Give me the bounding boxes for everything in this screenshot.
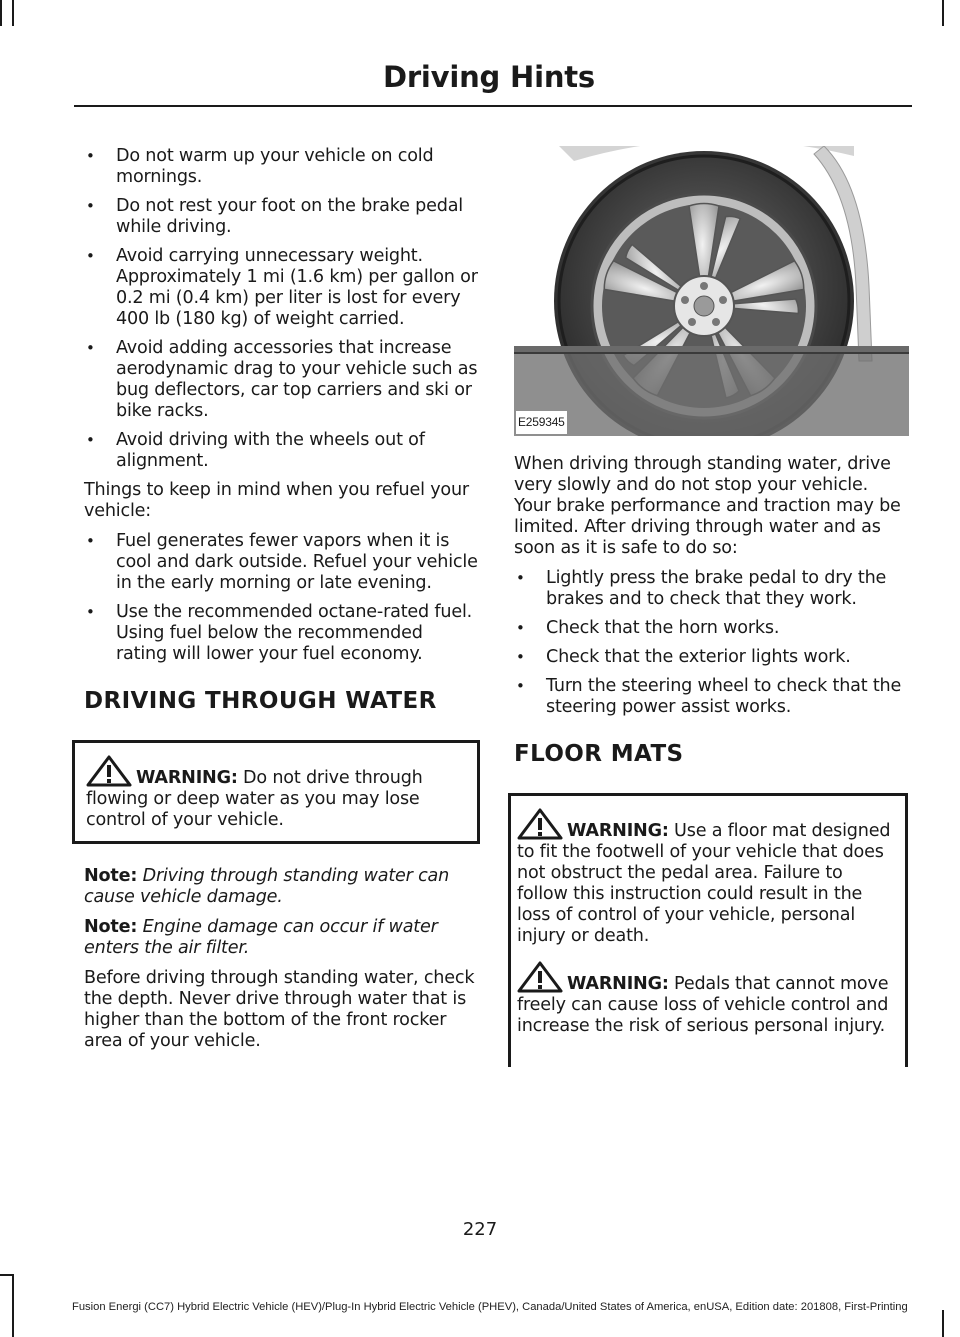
water-driving-paragraph: When driving through standing water, drive very slowly and do not stop your vehicle. Your brake performance and traction may be limited. After driving through water and as soon as it is safe to do so: <box>514 454 901 558</box>
warning-body: Use a floor mat designed to fit the footwell of your vehicle that does not obstruct the pedal area. Failure to follow this instruction could result in the loss of control of your vehicle, personal injury or death. <box>517 821 891 946</box>
refuel-tips-list <box>84 531 478 665</box>
header-rule <box>74 105 912 107</box>
crop-mark <box>942 1310 944 1337</box>
warning-label: WARNING: <box>567 974 669 994</box>
list-item: • Check that the exterior lights work. <box>514 647 909 668</box>
warning-text <box>86 755 469 831</box>
warning-body: Do not drive through flowing or deep water as you may lose control of your vehicle. <box>86 768 423 830</box>
left-column <box>84 146 478 1061</box>
list-item: • Lightly press the brake pedal to dry the brakes and to check that they work. <box>514 568 909 610</box>
footer-publication-info: Fusion Energi (CC7) Hybrid Electric Vehicle (HEV)/Plug-In Hybrid Electric Vehicle (PHEV), Canada/United States of America, enUSA, Edition date: 201808, First-Printing <box>72 1301 908 1313</box>
section-heading-driving-through-water: DRIVING THROUGH WATER <box>84 688 437 714</box>
crop-mark <box>0 0 2 26</box>
warning-text <box>517 961 897 1037</box>
warning-label: WARNING: <box>136 768 238 788</box>
list-item: • Check that the horn works. <box>514 618 909 639</box>
right-column <box>514 146 909 1067</box>
list-item: • Avoid carrying unnecessary weight. Approximately 1 mi (1.6 km) per gallon or 0.2 mi (0.4 km) per liter is lost for every 400 lb (180 kg) of weight carried. <box>84 246 478 330</box>
fuel-economy-tips-list <box>84 146 478 472</box>
section-heading-floor-mats: FLOOR MATS <box>514 741 684 767</box>
note-text: Engine damage can occur if water enters the air filter. <box>84 917 438 958</box>
crop-mark <box>12 0 14 26</box>
warning-triangle-icon <box>517 961 563 993</box>
list-item: • Avoid adding accessories that increase aerodynamic drag to your vehicle such as bug deflectors, car top carriers and ski or bike racks. <box>84 338 478 422</box>
crop-mark <box>12 1276 14 1337</box>
page-title: Driving Hints <box>382 60 595 94</box>
list-item: • Do not warm up your vehicle on cold mornings. <box>84 146 478 188</box>
note <box>84 866 478 908</box>
warning-body: Pedals that cannot move freely can cause loss of vehicle control and increase the risk of serious personal injury. <box>517 974 889 1036</box>
list-item: • Avoid driving with the wheels out of alignment. <box>84 430 478 472</box>
list-item: • Use the recommended octane-rated fuel. Using fuel below the recommended rating will lower your fuel economy. <box>84 602 478 665</box>
note <box>84 917 478 959</box>
note-label: Note: <box>84 917 138 937</box>
refuel-intro: Things to keep in mind when you refuel your vehicle: <box>84 480 469 521</box>
warning-box <box>508 793 908 1067</box>
warning-triangle-icon <box>86 755 132 787</box>
warning-label: WARNING: <box>567 821 669 841</box>
page-number: 227 <box>462 1219 498 1240</box>
after-water-checks-list <box>514 568 909 718</box>
list-item: • Turn the steering wheel to check that the steering power assist works. <box>514 676 909 718</box>
note-text: Driving through standing water can cause vehicle damage. <box>84 866 450 907</box>
wheel-illustration-graphic <box>514 146 909 436</box>
wheel-in-water-illustration <box>514 146 909 436</box>
crop-mark <box>942 0 944 26</box>
warning-box <box>72 740 480 844</box>
figure-id: E259345 <box>516 411 567 434</box>
warning-text <box>517 808 897 947</box>
water-depth-paragraph: Before driving through standing water, check the depth. Never drive through water that is higher than the bottom of the front rocker area of your vehicle. <box>84 968 475 1051</box>
note-label: Note: <box>84 866 138 886</box>
warning-triangle-icon <box>517 808 563 840</box>
list-item: • Fuel generates fewer vapors when it is cool and dark outside. Refuel your vehicle in the early morning or late evening. <box>84 531 478 594</box>
list-item: • Do not rest your foot on the brake pedal while driving. <box>84 196 478 238</box>
